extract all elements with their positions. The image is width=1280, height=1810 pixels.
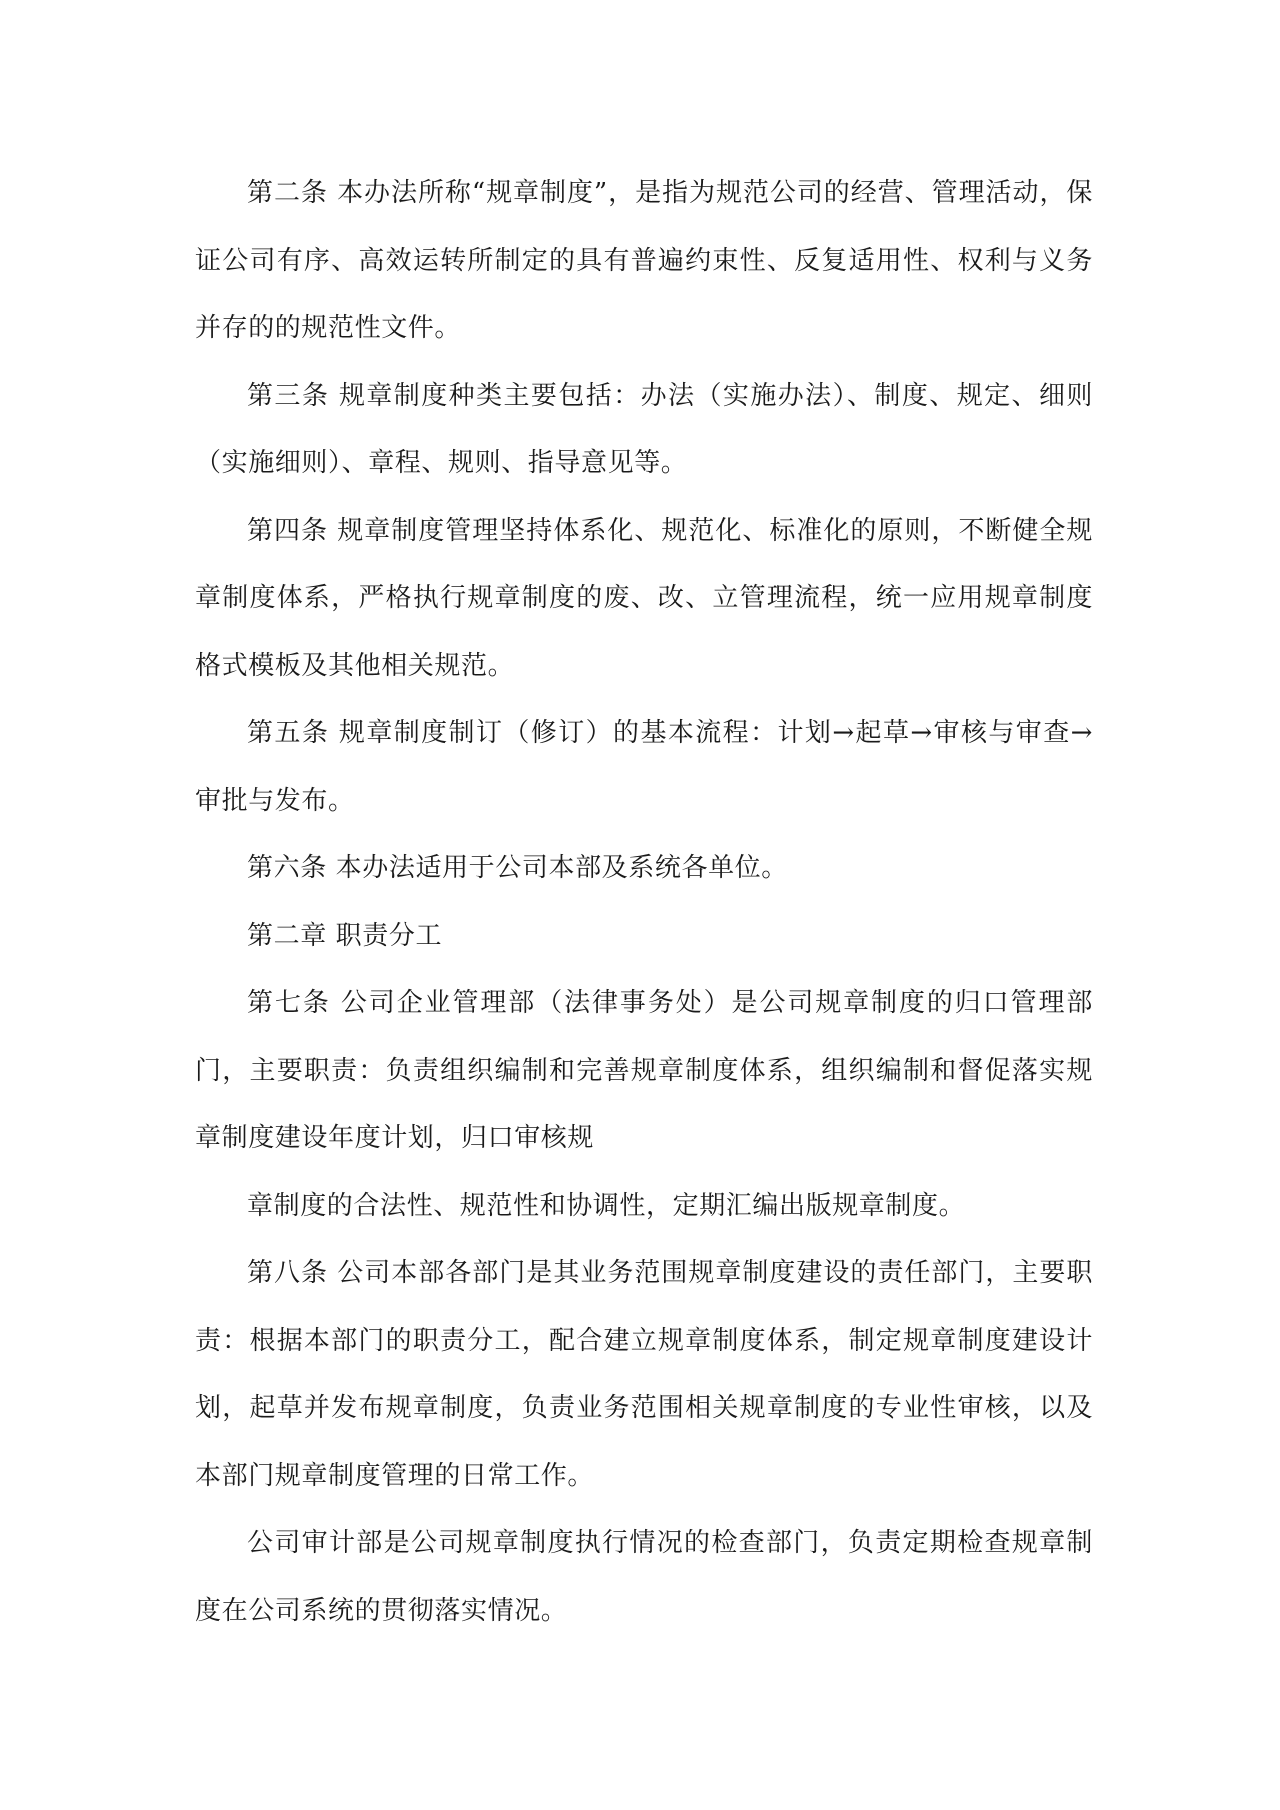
- article-6-paragraph: 第六条 本办法适用于公司本部及系统各单位。: [247, 853, 788, 883]
- article-8-paragraph: 第八条 公司本部各部门是其业务范围规章制度建设的责任部门，主要职责：根据本部门的职责分工，配合建立规章制度体系，制定规章制度建设计划，起草并发布规章制度，负责业务范围相关规章制度的专业性审核，以及本部门规章制度管理的日常工作。: [195, 1258, 1093, 1491]
- article-2-paragraph: 第二条 本办法所称“规章制度”，是指为规范公司的经营、管理活动，保证公司有序、高效运转所制定的具有普遍约束性、反复适用性、权利与义务并存的的规范性文件。: [195, 178, 1093, 343]
- article-3-paragraph: 第三条 规章制度种类主要包括：办法（实施办法）、制度、规定、细则（实施细则）、章程、规则、指导意见等。: [195, 380, 1093, 478]
- article-4-paragraph: 第四条 规章制度管理坚持体系化、规范化、标准化的原则，不断健全规章制度体系，严格执行规章制度的废、改、立管理流程，统一应用规章制度格式模板及其他相关规范。: [195, 515, 1093, 681]
- document-body: [195, 160, 1093, 1645]
- chapter-2-heading: 第二章 职责分工: [247, 920, 443, 951]
- article-7-continuation: 章制度的合法性、规范性和协调性，定期汇编出版规章制度。: [247, 1190, 966, 1221]
- audit-department-paragraph: 公司审计部是公司规章制度执行情况的检查部门，负责定期检查规章制度在公司系统的贯彻落实情况。: [195, 1528, 1093, 1626]
- article-5-paragraph: 第五条 规章制度制订（修订）的基本流程：计划→起草→审核与审查→审批与发布。: [195, 718, 1093, 816]
- article-7-paragraph: 第七条 公司企业管理部（法律事务处）是公司规章制度的归口管理部门，主要职责：负责组织编制和完善规章制度体系，组织编制和督促落实规章制度建设年度计划，归口审核规: [195, 988, 1093, 1153]
